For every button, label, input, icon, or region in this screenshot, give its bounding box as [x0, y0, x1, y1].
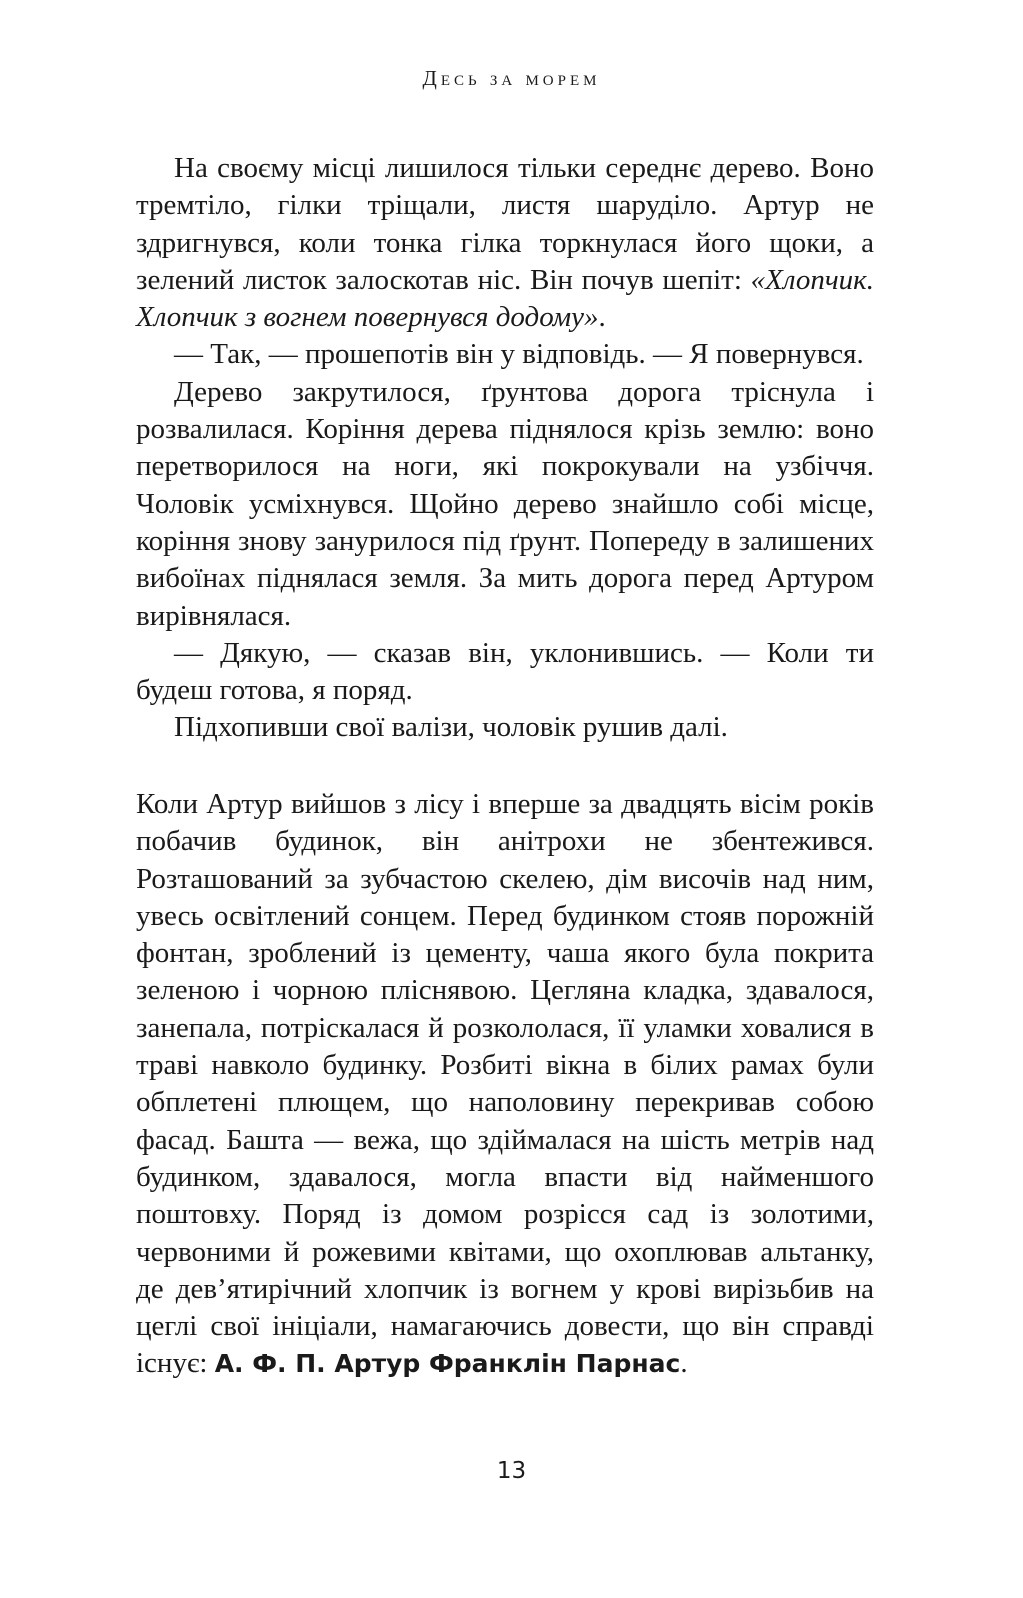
page-number: 13 [496, 1458, 527, 1484]
punctuation: . [680, 1347, 688, 1380]
paragraph [136, 150, 874, 336]
paragraph: Дерево закрутилося, ґрунтова дорога тріснула і розвалилася. Коріння дерева піднялося крізь землю: воно перетворилося на ноги, які покрокували на узбіччя. Чоловік усміхнувся. Щойно дерево знайшло собі місце, коріння знову занурилося під ґрунт. Попереду в залишених вибоїнах піднялася земля. За мить дорога перед Артуром вирівнялася. [136, 375, 874, 632]
paragraph [136, 786, 874, 1383]
dialogue-paragraph: — Так, — прошепотів він у відповідь. — Я повернувся. [174, 338, 864, 371]
initials-bold: А. Ф. П. Артур Франклін Парнас [214, 1349, 681, 1379]
section-2-text [136, 786, 874, 1383]
italic-quote: «Хлопчик. Хлопчик з вогнем повернувся додому» [136, 263, 874, 334]
paragraph-text: На своєму місці лишилося тільки середнє дерево. Воно тремтіло, гілки тріщали, листя шаруділо. Артур не здригнувся, коли тонка гілка торкнулася його щоки, а зелений листок залоскотав ніс. Він почув шепіт: [136, 152, 874, 296]
running-title: Десь за морем [422, 66, 601, 90]
section-1-text [136, 150, 874, 747]
paragraph: Підхопивши свої валізи, чоловік рушив далі. [174, 711, 728, 744]
dialogue-paragraph: — Дякую, — сказав він, уклонившись. — Коли ти будеш готова, я поряд. [136, 636, 874, 707]
paragraph-text: Коли Артур вийшов з лісу і вперше за двадцять вісім років побачив будинок, він анітрохи не збентежився. Розташований за зубчастою скелею, дім височів над ним, увесь освітлений сонцем. Перед будинком стояв порожній фонтан, зроблений із цементу, чаша якого була покрита зеленою і чорною пліснявою. Цегляна кладка, здавалося, занепала, потріскалася й розкололася, її уламки ховалися в траві навколо будинку. Розбиті вікна в білих рамах були обплетені плющем, що наполовину перекривав собою фасад. Башта — вежа, що здіймалася на шість метрів над будинком, здавалося, могла впасти від найменшого поштовху. Поряд із домом розрісся сад із золотими, червоними й рожевими квітами, що охоплював альтанку, де дев’ятирічний хлопчик із вогнем у крові вирізьбив на цеглі свої ініціали, намагаючись довести, що він справді існує: [136, 788, 874, 1380]
punctuation: . [598, 301, 606, 334]
